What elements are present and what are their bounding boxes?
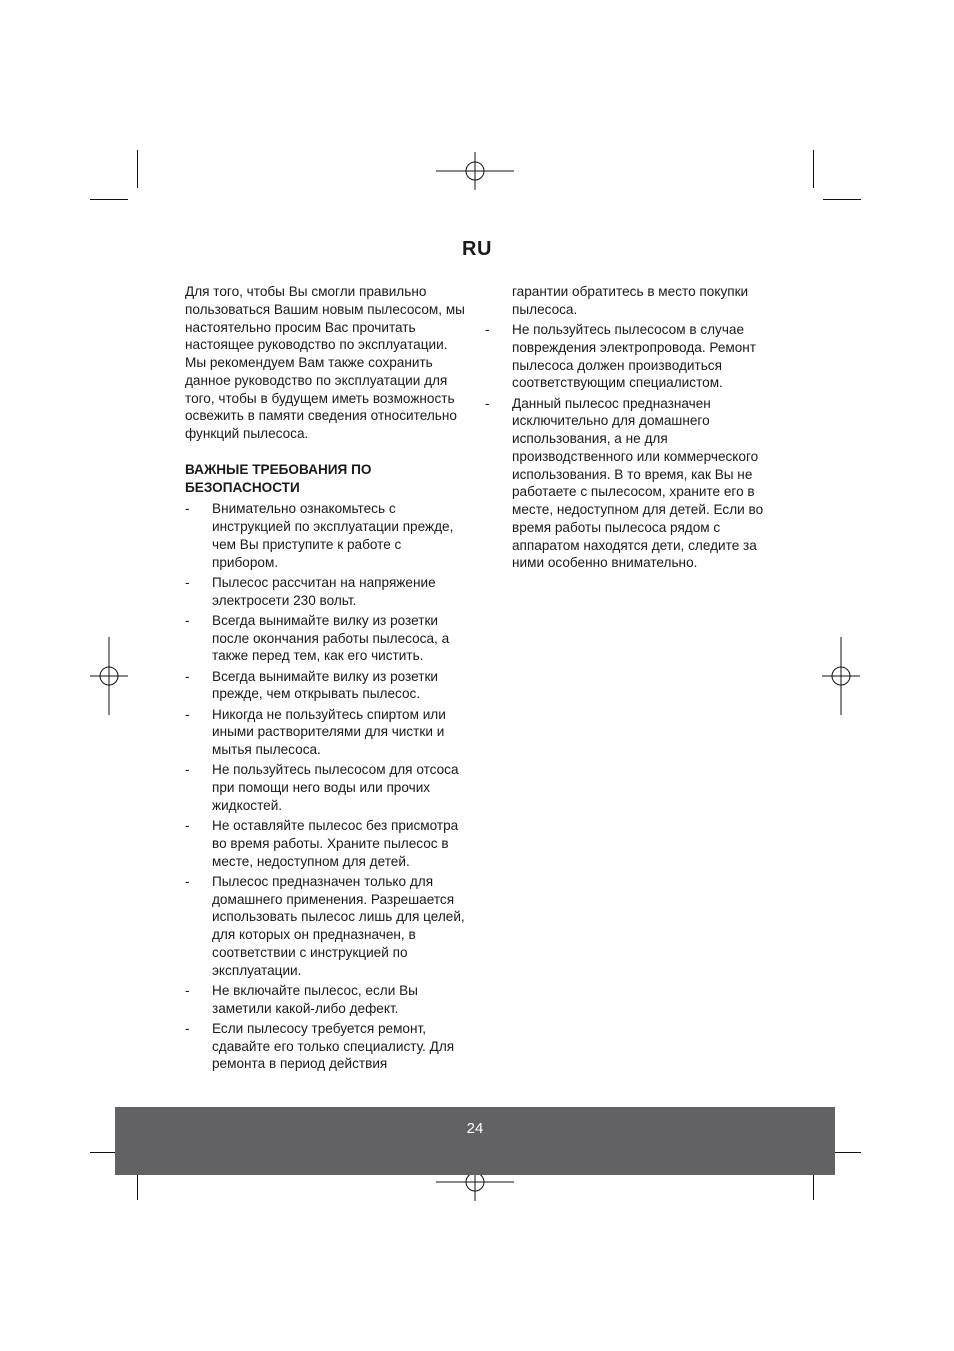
registration-mark-icon bbox=[802, 637, 880, 715]
list-item-continuation: гарантии обратитесь в место покупки пылесоса. bbox=[512, 284, 749, 317]
crop-mark bbox=[823, 199, 861, 200]
list-item-text: Не оставляйте пылесос без присмотра во время работы. Храните пылесос в месте, недоступном для детей. bbox=[212, 818, 459, 869]
registration-mark-icon bbox=[436, 132, 514, 210]
list-item bbox=[185, 612, 470, 665]
crop-mark bbox=[137, 150, 138, 188]
bullet-dash: - bbox=[185, 668, 190, 684]
bullet-dash: - bbox=[185, 574, 190, 590]
page-number: 24 bbox=[466, 1120, 484, 1137]
list-item bbox=[185, 761, 470, 814]
bullet-dash: - bbox=[185, 762, 190, 778]
safety-list-continued bbox=[485, 321, 770, 572]
crop-mark bbox=[90, 199, 128, 200]
right-column bbox=[485, 283, 770, 575]
language-label: RU bbox=[462, 238, 492, 260]
left-column bbox=[185, 283, 470, 1076]
list-item bbox=[485, 395, 770, 573]
bullet-dash: - bbox=[185, 873, 190, 889]
list-item bbox=[185, 982, 470, 1018]
list-item-text: Не пользуйтесь пылесосом для отсоса при помощи него воды или прочих жидкостей. bbox=[212, 762, 459, 813]
list-item bbox=[185, 817, 470, 870]
list-item-text: Если пылесосу требуется ремонт, сдавайте его только специалисту. Для ремонта в период действия bbox=[212, 1020, 455, 1072]
list-item-text: Всегда вынимайте вилку из розетки после окончания работы пылесоса, а также перед тем, как его чистить. bbox=[212, 612, 450, 664]
safety-heading bbox=[185, 461, 470, 497]
list-item bbox=[185, 873, 470, 980]
bullet-dash: - bbox=[185, 982, 190, 998]
bullet-dash: - bbox=[185, 1020, 190, 1036]
list-item-text: Пылесос предназначен только для домашнего применения. Разрешается использовать пылесос лишь для целей, для которых он предназначен, в соответствии с инструкцией по эксплуатации. bbox=[212, 873, 465, 978]
crop-mark bbox=[813, 150, 814, 188]
list-item bbox=[485, 321, 770, 392]
bullet-dash: - bbox=[185, 818, 190, 833]
safety-heading-line: БЕЗОПАСНОСТИ bbox=[185, 479, 300, 495]
list-item bbox=[185, 706, 470, 759]
list-item-text: Всегда вынимайте вилку из розетки прежде, чем открывать пылесос. bbox=[212, 668, 438, 702]
list-item-text: Пылесос рассчитан на напряжение электросети 230 вольт. bbox=[212, 574, 436, 608]
bullet-dash: - bbox=[485, 322, 490, 337]
list-item-text: Не пользуйтесь пылесосом в случае повреждения электропровода. Ремонт пылесоса должен производиться соответствующим специалистом. bbox=[512, 322, 757, 391]
list-item-text: Внимательно ознакомьтесь с инструкцией по эксплуатации прежде, чем Вы приступите к работе с прибором. bbox=[212, 501, 454, 570]
list-item bbox=[185, 500, 470, 571]
bullet-dash: - bbox=[185, 612, 190, 628]
footer-bar bbox=[115, 1107, 835, 1175]
bullet-dash: - bbox=[185, 706, 190, 722]
list-item bbox=[185, 668, 470, 704]
registration-mark-icon bbox=[70, 637, 148, 715]
list-item-text: Не включайте пылесос, если Вы заметили какой-либо дефект. bbox=[212, 982, 418, 1016]
list-item-text: Данный пылесос предназначен исключительно для домашнего использования, а не для производственного или коммерческого использования. В то время, как Вы не работаете с пылесосом, храните его в месте, недоступном для детей. Если во время работы пылесоса рядом с аппаратом находятся дети, следите за ними особенно внимательно. bbox=[512, 395, 764, 571]
list-item bbox=[185, 574, 470, 610]
list-item bbox=[185, 1020, 470, 1073]
safety-list bbox=[185, 500, 470, 1073]
list-item-text: Никогда не пользуйтесь спиртом или иными растворителями для чистки и мытья пылесоса. bbox=[212, 706, 446, 757]
safety-heading-line: ВАЖНЫЕ ТРЕБОВАНИЯ ПО bbox=[185, 461, 372, 477]
intro-paragraph: Для того, чтобы Вы смогли правильно пользоваться Вашим новым пылесосом, мы настоятельно просим Вас прочитать настоящее руководство по эксплуатации. Мы рекомендуем Вам также сохранить данное руководство по эксплуатации для того, чтобы в будущем иметь возможность освежить в памяти сведения относительно функций пылесоса. bbox=[185, 284, 465, 441]
bullet-dash: - bbox=[485, 395, 490, 411]
bullet-dash: - bbox=[185, 501, 190, 517]
